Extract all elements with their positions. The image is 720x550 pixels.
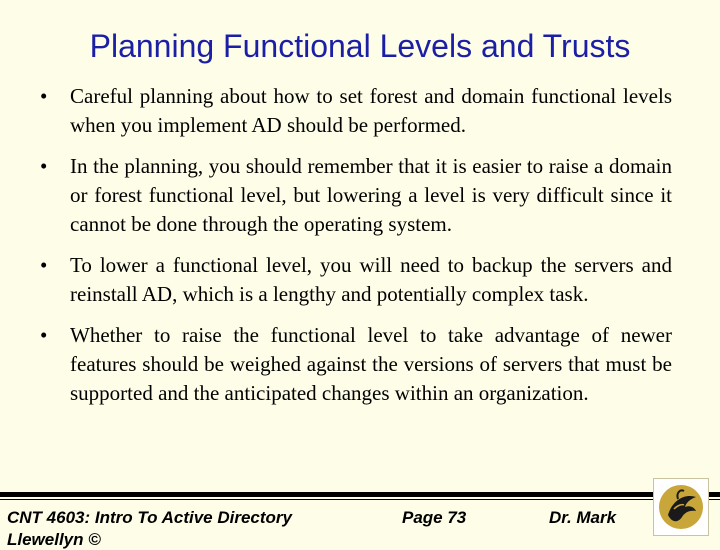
bullet-text: Careful planning about how to set forest and domain functional levels when you implement AD should be performed. [70,84,672,137]
footer-author: Dr. Mark [549,508,617,527]
footer-page-number: Page 73 [402,508,467,527]
bullet-item [40,152,672,239]
university-pegasus-logo-icon [653,478,709,536]
bullet-text: To lower a functional level, you will need to backup the servers and reinstall AD, which is a lengthy and potentially complex task. [70,253,672,306]
bullet-marker: • [40,253,48,277]
bullet-marker: • [40,84,48,108]
bullet-item [40,321,672,408]
bullet-item [40,82,672,140]
slide-title: Planning Functional Levels and Trusts [89,28,631,64]
bullet-marker: • [40,323,48,347]
bullet-item [40,251,672,309]
bullet-list [40,82,672,408]
bullet-text: In the planning, you should remember that it is easier to raise a domain or forest functional level, but lowering a level is very difficult since it cannot be done through the operating system. [70,154,672,236]
footer-divider-thin [0,499,720,500]
bullet-text: Whether to raise the functional level to take advantage of newer features should be weighed against the versions of servers that must be supported and the anticipated changes within an organization. [70,323,672,405]
bullet-marker: • [40,154,48,178]
footer-course: CNT 4603: Intro To Active Directory [7,508,292,527]
footer-divider [0,492,720,497]
footer-author-continued: Llewellyn © [7,530,101,549]
